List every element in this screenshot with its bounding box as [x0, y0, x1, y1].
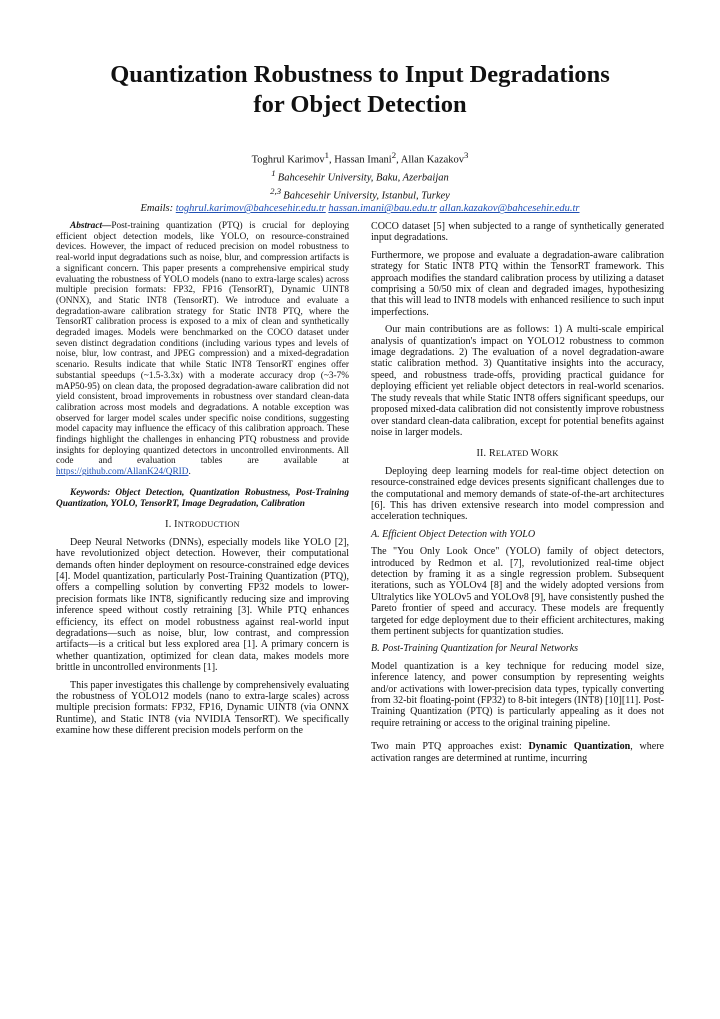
paragraph-4-start: Two main PTQ approaches exist: — [371, 741, 529, 753]
section-title-rest: ORK — [540, 449, 559, 459]
section-heading-related-work — [371, 448, 664, 459]
author-1: Toghrul Karimov — [251, 154, 325, 166]
subsection-heading-a: A. Efficient Object Detection with YOLO — [371, 528, 536, 540]
author-names — [40, 149, 680, 167]
affiliation-2-text: Bahcesehir University, Istanbul, Turkey — [283, 190, 450, 202]
right-column — [371, 221, 664, 770]
right-paragraph-2: Furthermore, we propose and evaluate a degradation-aware calibration strategy for Static INT8 PTQ within the TensorRT framework. This approach modifies the standard calibration process by utilizing a dataset comprising a 50/50 mix of clean and degraded images, hypothesizing that this will lead to INT8 models with enhanced resilience to such input imperfections. — [371, 249, 664, 318]
intro-paragraph-1: Deep Neural Networks (DNNs), especially models like YOLO [2], have revolutionized object detection. However, their computational demands often hinder deployment on resource-constrained edge devices [4]. Model quantization, particularly Post-Training Quantization (PTQ), offers a compelling solution by converting FP32 models to lower-precision formats like INT8, significantly reducing size and improving inference speed without costly retraining [3]. While PTQ enhances efficiency, its effect on model robustness against real-world input degradations—such as noise, blur, low contrast, and compression artifacts—is a critical but less explored area [1]. A primary concern is whether quantization, optimized for clean data, makes models more brittle in uncontrolled environments [1]. — [56, 536, 349, 674]
affiliation-1-text: Bahcesehir University, Baku, Azerbaijan — [277, 172, 449, 184]
section-number: I. — [165, 519, 175, 531]
abstract-text: Post-training quantization (PTQ) is crucial for deploying efficient object detection models, like YOLO, on resource-constrained devices. However, the impact of reduced precision on model robustness to real-world input degradations such as noise, blur, and compression artifacts is a significant concern. This paper presents a comprehensive empirical study evaluating the robustness of YOLO models (nano to extra-large scales) across multiple precision formats: FP32, FP16 (TensorRT), Dynamic UINT8 (ONNX), and Static INT8 (TensorRT). We introduce and evaluate a degradation-aware calibration strategy for Static INT8 PTQ, where the TensorRT calibration process is exposed to a mix of clean and synthetically degraded images. Models were benchmarked on the COCO dataset under seven distinct degradation conditions (including various types and levels of noise, blur, low contrast, and JPEG compression) and a mixed-degradation scenario. Results indicate that while Static INT8 TensorRT engines offer substantial speedups (~1.5-3.3x) with a moderate accuracy drop (~3-7% mAP50-95) on clean data, the proposed degradation-aware calibration did not yield consistent, broad improvements in robustness over standard clean-data calibration across most models and degradations. A notable exception was observed for larger model scales under specific noise conditions, suggesting model capacity may influence the efficacy of this calibration approach. These findings highlight the challenges in enhancing PTQ robustness and provide insights for deploying quantized detectors in uncontrolled environments. All code and evaluation tables are available at — [56, 221, 349, 467]
related-work-paragraph-4 — [371, 741, 664, 764]
abstract-label: Abstract — [70, 221, 103, 231]
abstract-end: . — [188, 467, 191, 478]
emails-line — [40, 203, 680, 216]
author-1-sup: 1 — [324, 150, 329, 160]
title-line-2: for Object Detection — [253, 91, 467, 118]
related-work-paragraph-2: The "You Only Look Once" (YOLO) family of object detectors, introduced by Redmon et al. [7], revolutionized real-time object detection by framing it as a single regression problem. Subsequent iterations, such as YOLOv4 [8] and the widely adopted versions from Ultralytics like YOLOv5 and YOLOv8 [9], have consistently pushed the Pareto frontier of speed and accuracy. These models are frequently targeted for edge deployment due to their efficient architectures, making them pertinent subjects for quantization studies. — [371, 546, 664, 637]
section-title-rest: NTRODUCTION — [177, 520, 240, 530]
intro-paragraph-2: This paper investigates this challenge by comprehensively evaluating the robustness of YOLO12 models (nano to extra-large scales) across multiple precision formats: FP32, FP16, Dynamic UINT8 (via ONNX Runtime), and Static INT8 (via NVIDIA TensorRT). We specifically examine how these different precision models perform on the — [56, 679, 349, 737]
author-block — [40, 149, 680, 216]
contributions-paragraph: Our main contributions are as follows: 1) A multi-scale empirical analysis of quantization's impact on YOLO12 robustness to common image degradations. 2) The evaluation of a novel degradation-aware static calibration method. 3) Quantitative insights into the accuracy, speed, and robustness trade-offs, providing practical guidance for deploying efficient yet reliable object detectors in real-world scenarios. The study reveals that while Static INT8 offers significant speedups, our proposed mixed-data calibration did not consistently improve robustness over standard clean-data calibration, except for potential benefits against noise in larger models. — [371, 324, 664, 438]
right-paragraph-1: COCO dataset [5] when subjected to a range of synthetically generated input degradations. — [371, 221, 664, 244]
author-separator: , — [329, 154, 335, 166]
email-link-3[interactable]: allan.kazakov@bahcesehir.edu.tr — [439, 203, 580, 215]
author-3: Allan Kazakov — [400, 154, 465, 166]
related-work-paragraph-3: Model quantization is a key technique for reducing model size, inference latency, and power consumption by representing weights and/or activations with lower-precision data types, typically converting from 32-bit floating-point (FP32) to 8-bit integers (INT8) [10][11]. Post-Training Quantization (PTQ) is particularly appealing as it does not require retraining or access to the original training pipeline. — [371, 660, 664, 729]
code-link[interactable]: https://github.com/AllanK24/QRID — [56, 467, 189, 478]
section-heading-introduction — [56, 519, 349, 530]
dynamic-quantization-term: Dynamic Quantization — [528, 741, 631, 753]
abstract — [56, 221, 349, 478]
abstract-dash: — — [102, 221, 112, 231]
email-link-2[interactable]: hassan.imani@bau.edu.tr — [328, 203, 437, 215]
paper-title — [40, 60, 680, 120]
author-2: Hassan Imani — [334, 154, 392, 166]
section-title-initial: I — [174, 519, 178, 531]
section-title-initial: R — [488, 448, 496, 460]
affiliation-2-sup: 2,3 — [270, 186, 284, 197]
section-number: II. — [476, 448, 489, 460]
author-3-sup: 3 — [464, 150, 469, 160]
author-2-sup: 2 — [391, 150, 397, 160]
affiliation-2 — [40, 185, 680, 203]
affiliation-1-sup: 1 — [271, 168, 278, 179]
related-work-paragraph-1: Deploying deep learning models for real-time object detection on resource-constrained edge devices presents significant challenges due to the computational and memory demands of state-of-the-art architectures [6]. This has driven extensive research into model compression and acceleration techniques. — [371, 465, 664, 523]
left-column — [56, 221, 349, 743]
section-title-initial: W — [530, 448, 541, 460]
title-line-1: Quantization Robustness to Input Degradations — [110, 61, 610, 88]
section-title-rest: ELATED — [495, 449, 531, 459]
subsection-heading-b: B. Post-Training Quantization for Neural Networks — [371, 643, 579, 655]
keywords: Keywords: Object Detection, Quantization Robustness, Post-Training Quantization, YOLO, TensorRT, Image Degradation, Calibration — [56, 487, 349, 509]
author-separator: , — [396, 154, 401, 166]
affiliation-1 — [40, 167, 680, 185]
paragraph-4-end: , where activation ranges are determined at runtime, incurring — [371, 741, 664, 764]
email-link-1[interactable]: toghrul.karimov@bahcesehir.edu.tr — [175, 203, 326, 215]
emails-label: Emails: — [140, 203, 176, 215]
